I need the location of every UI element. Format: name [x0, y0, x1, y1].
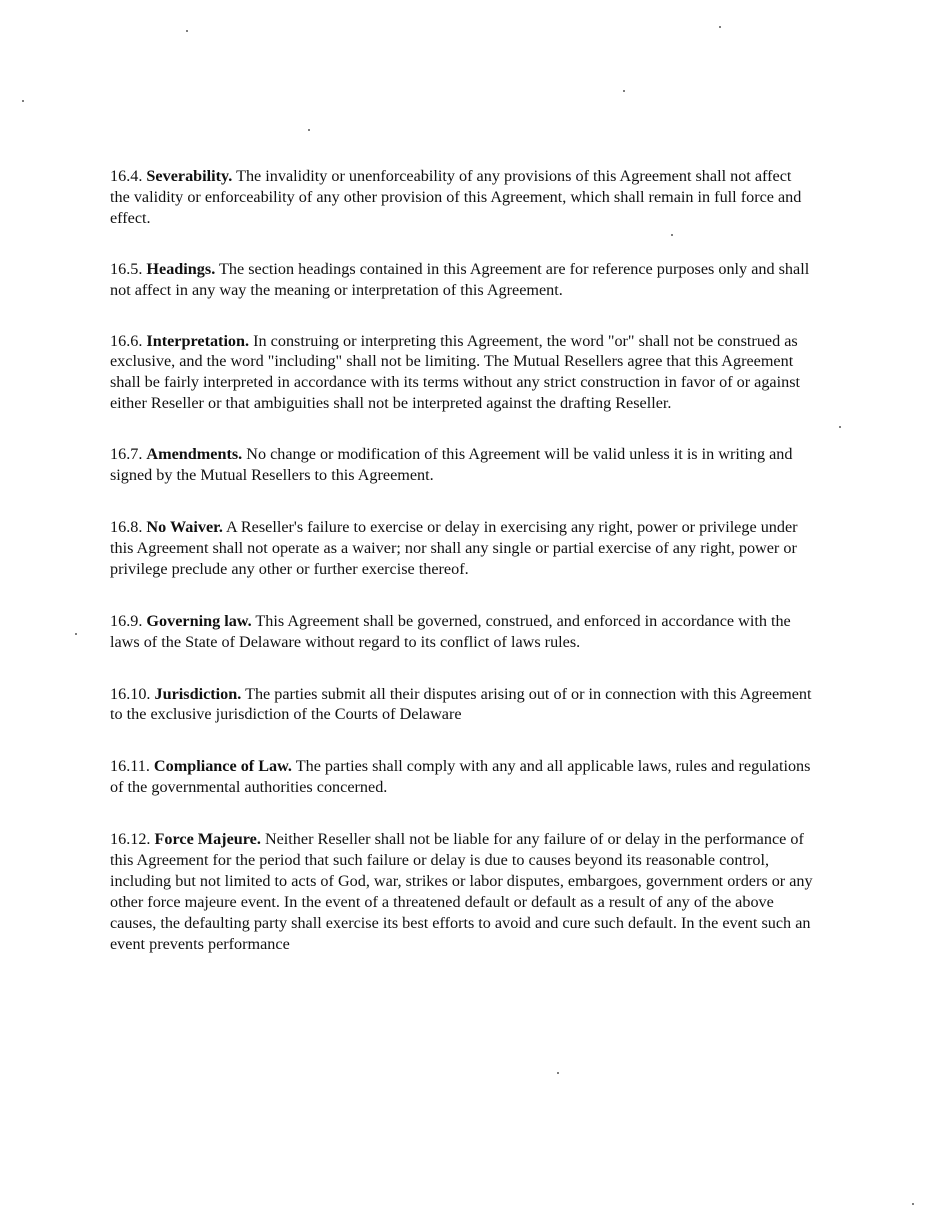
section-16-4	[110, 166, 815, 229]
scan-speck	[719, 26, 721, 28]
section-heading: Compliance of Law.	[153, 757, 292, 776]
section-16-12	[110, 829, 815, 954]
section-number: 16.7.	[110, 445, 143, 464]
section-number: 16.10.	[110, 684, 151, 703]
section-body: The parties shall comply with any and all applicable laws, rules and regulations of the governmental authorities concerned.	[110, 757, 811, 797]
section-number: 16.5.	[110, 259, 143, 278]
section-body: This Agreement shall be governed, construed, and enforced in accordance with the laws of the State of Delaware without regard to its conflict of laws rules.	[110, 611, 791, 651]
scan-speck	[839, 426, 841, 428]
section-heading: Amendments.	[146, 445, 243, 464]
section-16-9	[110, 611, 815, 653]
section-16-10	[110, 684, 815, 726]
section-heading: Interpretation.	[146, 331, 250, 350]
scan-speck	[22, 100, 24, 102]
section-number: 16.6.	[110, 331, 143, 350]
scan-speck	[186, 30, 188, 32]
section-heading: Severability.	[146, 167, 233, 185]
section-16-5	[110, 259, 815, 301]
scan-speck	[557, 1072, 559, 1074]
section-heading: Headings.	[146, 259, 216, 278]
agreement-text	[110, 166, 815, 955]
section-body: The invalidity or unenforceability of any provisions of this Agreement shall not affect the validity or enforceability of any other provision of this Agreement, which shall remain in full force and effect.	[110, 167, 802, 227]
section-heading: Force Majeure.	[154, 830, 261, 849]
scan-speck	[623, 90, 625, 92]
section-body: The parties submit all their disputes arising out of or in connection with this Agreement to the exclusive jurisdiction of the Courts of Delaware	[110, 684, 812, 724]
section-16-11	[110, 756, 815, 798]
section-16-8	[110, 517, 815, 580]
section-number: 16.8.	[110, 517, 143, 536]
section-body: No change or modification of this Agreement will be valid unless it is in writing and signed by the Mutual Resellers to this Agreement.	[110, 445, 793, 485]
section-body: Neither Reseller shall not be liable for any failure of or delay in the performance of this Agreement for the period that such failure or delay is due to causes beyond its reasonable control, including but not limited to acts of God, war, strikes or labor disputes, embargoes, government orders or any other force majeure event. In the event of a threatened default or default as a result of any of the above causes, the defaulting party shall exercise its best efforts to avoid and cure such default. In the event such an event prevents performance	[110, 830, 813, 953]
section-number: 16.12.	[110, 830, 151, 849]
section-16-7	[110, 444, 815, 486]
section-heading: Governing law.	[146, 611, 252, 630]
section-heading: Jurisdiction.	[154, 684, 242, 703]
section-number: 16.9.	[110, 611, 143, 630]
section-body: In construing or interpreting this Agreement, the word "or" shall not be construed as exclusive, and the word "including" shall not be limiting. The Mutual Resellers agree that this Agreement shall be fairly interpreted in accordance with its terms without any strict construction in favor of or against either Reseller or that ambiguities shall not be interpreted against the drafting Reseller.	[110, 331, 801, 413]
scan-speck	[912, 1203, 914, 1205]
section-body: The section headings contained in this Agreement are for reference purposes only and shall not affect in any way the meaning or interpretation of this Agreement.	[110, 259, 810, 299]
scan-speck	[75, 633, 77, 635]
section-16-6	[110, 331, 815, 415]
section-body: A Reseller's failure to exercise or delay in exercising any right, power or privilege under this Agreement shall not operate as a waiver; nor shall any single or partial exercise of any right, power or privilege preclude any other or further exercise thereof.	[110, 517, 798, 578]
section-heading: No Waiver.	[146, 517, 223, 536]
scan-speck	[308, 129, 310, 131]
section-number: 16.11.	[110, 757, 150, 776]
section-number: 16.4.	[110, 167, 143, 185]
